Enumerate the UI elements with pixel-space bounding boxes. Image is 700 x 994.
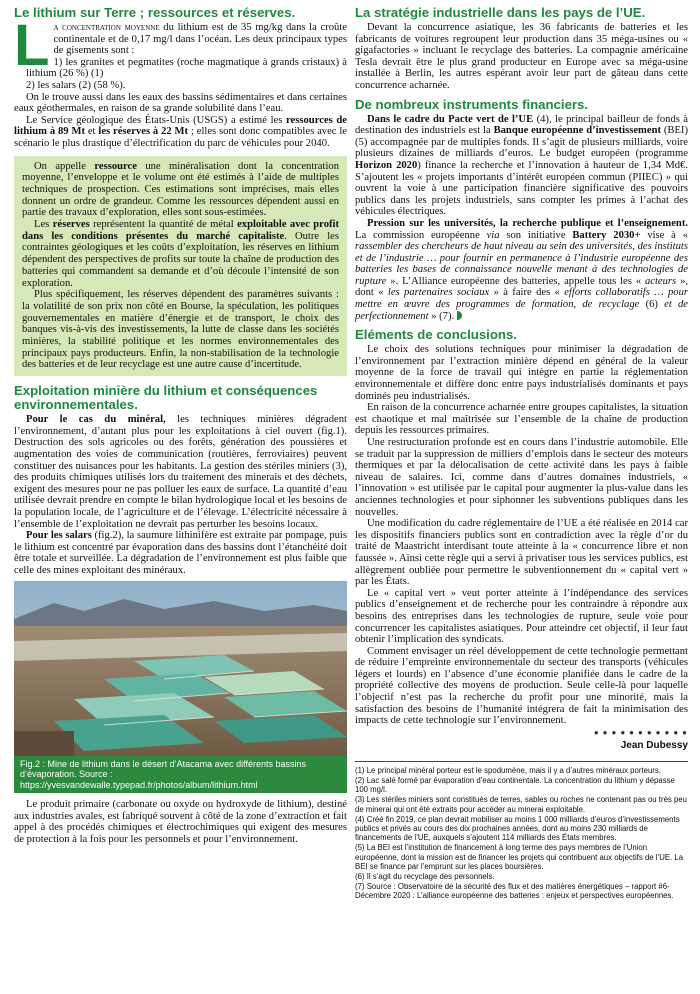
list-item: 2) les salars (2) (58 %). [26, 79, 126, 91]
section-title-lithium-earth: Le lithium sur Terre ; ressources et réserves. [14, 5, 296, 20]
atacama-photo [14, 581, 347, 756]
paragraph: Une restructuration profonde est en cours dans l’industrie automobile. Elle se traduit par la suppression de milliers d’emplois dans le secteur des moteurs thermiques et par la délocalisation de cette activité dans les pays à faible niveau de salaires. Ici, comme dans d’autres domaines industriels, « l’innovation » est utilisée par le capital pour augmenter la plus-value dans les anciennes technologies et pour siphonner les subventions publiques dans les nouvelles. [355, 437, 688, 518]
paragraph: Une modification du cadre réglementaire de l’UE a été réalisée en 2014 car les dispositifs financiers publics sont en contradiction avec la règle d’or du traité de Maastricht interdisant toute atteinte à la « concurrence libre et non faussée ». Ainsi cette règle qui a servi à privatiser tous les services publics, est allègrement oubliée pour permettre le subventionnement du « capital vert » par les États. [355, 518, 688, 588]
footnote: (3) Les stériles miniers sont constitués de terres, sables ou roches ne contenant pas ou très peu de minerai qui ont été extraits pour accéder au minerai exploitable. [355, 795, 687, 814]
footnote: (6) Il s’agit du recyclage des personnels. [355, 872, 495, 882]
end-mark-icon [457, 311, 462, 320]
definitions-box [14, 156, 347, 377]
paragraph: Le « capital vert » veut porter atteinte à l’indépendance des services publics d’enseignement et de recherche pour les contraindre à répondre aux besoins des entreprises dans les technologies de rupture, seule voie pour concurrencer les capitalistes asiatiques. Pour atteindre cet objectif, il leur faut obtenir l’implication des syndicats. [355, 587, 688, 646]
right-column [355, 6, 688, 902]
paragraph: Le Service géologique des États-Unis (USGS) a estimé les ressources de lithium à 89 Mt et les réserves à 22 Mt ; elles sont donc compatibles avec le scénario le plus drastique d’électrification du parc de véhicules pour 2040. [14, 114, 347, 149]
footnote: (2) Lac salé formé par évaporation d’eau continentale. La concentration du lithium y dépasse 100 mg/l. [355, 776, 675, 795]
paragraph: En raison de la concurrence acharnée entre groupes capitalistes, la situation est chaotique et mal maîtrisée sur l’ensemble de la chaîne de production depuis les ressources primaires. [355, 402, 688, 437]
salar-image [14, 581, 347, 756]
footnote: (5) La BEI est l’institution de financement à long terme des pays membres de l’Union européenne, dont la mission est de financer les projets qui contribuent aux objectifs de l’UE. La BEI se finance par l’emprunt sur les places boursières. [355, 843, 684, 871]
paragraph: Comment envisager un réel développement de cette technologie permettant de réduire l’empreinte environnementale du secteur des transports (véhicules légers et lourds) en l’absence d’une économie planifiée dans le cadre de la propriété collective des moyens de production. Seule celle-là pour laquelle l’objectif n’est pas la recherche du profit pour une minorité, mais la satisfaction des besoins de l’humanité intégrera de fait la minimisation des impacts de cette technologie sur l’environnement. [355, 645, 688, 727]
section-title-strategy: La stratégie industrielle dans les pays de l’UE. [355, 5, 646, 20]
section-title-conclusions: Eléments de conclusions. [355, 327, 517, 343]
paragraph: Le produit primaire (carbonate ou oxyde ou hydroxyde de lithium), destiné aux industries avales, est fabriqué souvent à côté de la zone d’extraction et fait appel à des procédés chimiques et électrochimiques qui exigent des mesures de protection à la fois pour les personnels et pour l’environnement. [14, 799, 347, 845]
paragraph: Le choix des solutions techniques pour minimiser la dégradation de l’environnement par l’extraction minière dépend en général de la valeur moyenne de la force de travail qui intègre en partie la réglementation environnementale et diffère donc entre pays industrialisés dominants et pays dominés peu industrialisés. [355, 344, 688, 402]
section-title-mining: Exploitation minière du lithium et conséquences environnementales. [14, 383, 318, 413]
paragraph: Pression sur les universités, la recherche publique et l’enseignement. La commission européenne via son initiative Battery 2030+ vise à « rassembler des chercheurs de haut niveau au sein des universités, des instituts et de l’industrie … pour fournir en permanence à l’industrie européenne des batteries les bases de connaissance nouvelle menant à des technologies de rupture ». L’Alliance européenne des batteries, appelle tous les « acteurs », dont « les partenaires sociaux » à faire des « efforts collaboratifs … pour mettre en œuvre des programmes de formation, de recyclage (6) et de perfectionnement » (7). [355, 217, 689, 322]
paragraph: Les réserves représentent la quantité de métal exploitable avec profit dans les conditions présentes du marché capitaliste. Outre les contraintes géologiques et les coûts d’exploitation, les réserves en lithium dépendent des perspectives de profits sur toute la chaîne de production des batteries qui commandent sa demande et d’où découle l’intensité de son exploration. [22, 219, 339, 289]
drop-cap: L [14, 13, 50, 78]
footnotes [355, 761, 688, 901]
left-column [14, 6, 347, 845]
dotted-separator: ● ● ● ● ● ● ● ● ● ● ● [593, 727, 688, 737]
section-title-financial: De nombreux instruments financiers. [355, 96, 589, 112]
paragraph: On le trouve aussi dans les eaux des bassins sédimentaires et dans certaines eaux géothermales, en raison de sa grande solubilité dans l’eau. [14, 91, 347, 115]
paragraph: Plus spécifiquement, les réserves dépendent des paramètres suivants : la volatilité de son prix non côté en Bourse, la spéculation, les politiques gouvernementales en matière d’énergie et de transport, le choix des banques vis-à-vis des investissements, la lutte de classe dans les sociétés minières, la stabilité politique et les normes environnementales des principaux pays producteurs. Enfin, la non-stabilisation de la technologie des batteries et de leur recyclage est une autre cause d’incertitude. [22, 289, 339, 371]
paragraph: On appelle ressource une minéralisation dont la concentration moyenne, l’enveloppe et le volume ont été estimés à l’aide de multiples techniques de prospection. Ces estimations sont imprécises, mais elles donnent un ordre de grandeur. Comme les ressources dépendent aussi en partie des travaux d’exploration, elles sont sous-estimées. [22, 160, 339, 219]
paragraph: Dans le cadre du Pacte vert de l’UE (4), le principal bailleur de fonds à destination des industriels est la Banque européenne d’investissement (BEI) (5) accompagnée par de multiples fonds. Il s’agit de plusieurs milliards, voire plusieurs dizaines de milliards d’euros. Le budget européen (programme Horizon 2020) finance la recherche et l’innovation à hauteur de 1,34 Md€. S’ajoutent les « projets importants d’intérêt européen commun (PIIEC) » qui ouvrent la voie à une participation financière significative des pouvoirs publics dans les projets industriels, sans compter les primes à l’achat des véhicules électriques. [355, 113, 688, 218]
paragraph: Devant la concurrence asiatique, les 36 fabricants de batteries et les fabricants de voitures regroupent leur production dans 35 méga-usines ou « gigafactories » incluant le recyclage des batteries. La compagnie américaine Tesla devrait être le plus grand producteur en Europe avec sa méga-usine installée à Berlin, les autres espérant avoir leur part de gâteau dans cette concurrence acharnée. [355, 22, 688, 91]
footnote: (7) Source : Observatoire de la sécurité des flux et des matières énergétiques – rapport #6-Décembre 2020 : L’alliance européenne des batteries : enjeux et perspectives européennes. [355, 882, 674, 901]
footnote: (4) Créé fin 2019, ce plan devrait mobiliser au moins 1 000 milliards d’euros d’investissements publics et privés au cours des dix prochaines années, dont au moins 230 milliards de financements de l’UE, auxquels s’ajoutent 114 milliards des États membres. [355, 814, 680, 843]
author-signature: Jean Dubessy [620, 739, 688, 751]
paragraph: Pour les salars (fig.2), la saumure lithinifère est extraite par pompage, puis le lithium est concentré par évaporation dans des bassins dont l’étanchéité doit être totale et surveillée. La dégradation de l’environnement est plus faible que celle des mines exploitant des minéraux. [14, 530, 347, 576]
intro-paragraph: La concentration moyenne du lithium est de 35 mg/kg dans la croûte continentale et de 0,17 mg/l dans l’océan. Les deux principaux types de gisements sont : [14, 13, 347, 78]
list-item: 1) les granites et pegmatites (roche magmatique à grands cristaux) à lithium (26 %) (1) [26, 56, 347, 80]
figure-caption: Fig.2 : Mine de lithium dans le désert d’Atacama avec différents bassins d’évaporation. Source : https://yvesvandewalle.typepad.fr/photos/album/lithium.html [14, 756, 347, 794]
footnote: (1) Le principal minéral porteur est le spodumène, mais il y a d’autres minéraux porteurs. [355, 765, 661, 775]
paragraph: Pour le cas du minéral, les techniques minières dégradent l’environnement, d’autant plus pour les exploitations à ciel ouvert (fig.1). Destruction des sols agricoles ou des forêts, génération des poussières et augmentation des voies de communication (routières, ferroviaires) peuvent constituer des nuisances pour les habitants. La gestion des stériles miniers (3), des produits chimiques utilisés lors du traitement des minerais et des déchets, exigent des mesures pour ne pas polluer les eaux de surface. La quantité d’eau utilisée devrait prendre en compte le bilan hydrologique local et les besoins de la population locale, de l’agriculture et de l’élevage. L’électricité nécessaire à l’ensemble de l’exploitation ne devrait pas perturber les besoins locaux. [14, 414, 347, 530]
